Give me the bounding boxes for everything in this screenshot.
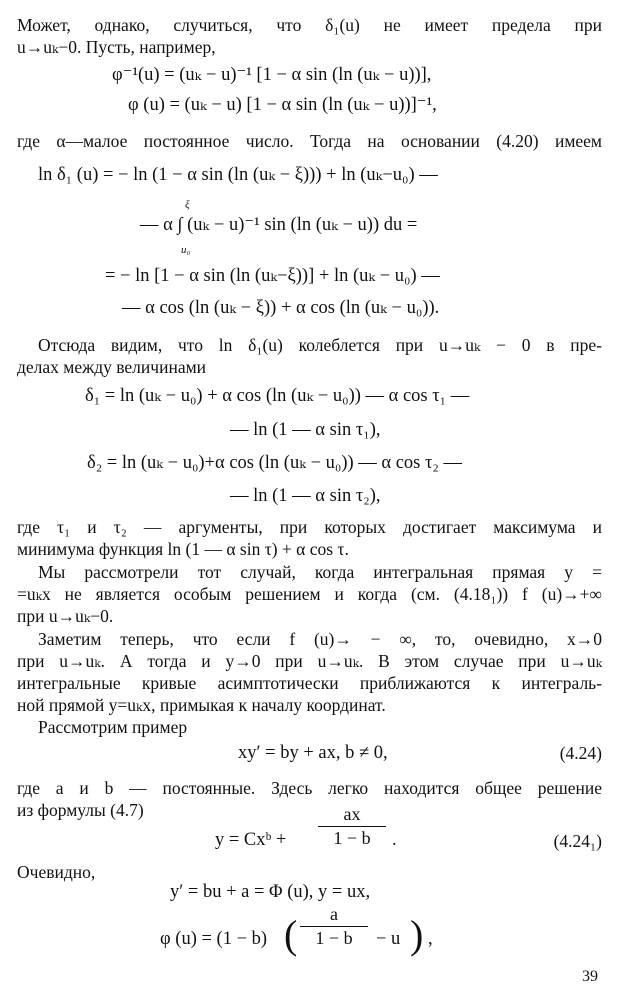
equation-number: (4.24₁) <box>553 831 602 851</box>
text-line: где τ₁ и τ₂ — аргументы, при которых достигает максимума и <box>17 517 602 537</box>
equation: — α ∫ (uₖ − u)⁻¹ sin (ln (uₖ − u)) du = <box>140 215 418 235</box>
equation: φ (u) = (1 − b) <box>160 929 268 949</box>
equation: xy′ = by + ax, b ≠ 0, <box>238 743 388 763</box>
fraction <box>318 804 386 849</box>
text-line: Мы рассмотрели тот случай, когда интегральная прямая y = <box>38 562 602 582</box>
integral-lower-limit: u₀ <box>181 244 191 256</box>
text-line: делах между величинами <box>17 357 207 377</box>
text-line: где α—малое постоянное число. Тогда на основании (4.20) имеем <box>17 131 602 151</box>
text-line: ной прямой y=uₖx, примыкая к началу координат. <box>17 695 386 715</box>
text-line: u→uₖ−0. Пусть, например, <box>17 37 216 57</box>
text-line: где a и b — постоянные. Здесь легко находится общее решение <box>17 778 602 798</box>
fraction-numerator: ax <box>318 804 386 827</box>
right-paren: ) <box>410 912 424 957</box>
equation: = − ln [1 − α sin (ln (uₖ−ξ))] + ln (uₖ − u₀) — <box>105 266 440 286</box>
text-line: минимума функция ln (1 — α sin τ) + α cos τ. <box>17 539 349 559</box>
equation-punct: , <box>428 929 433 949</box>
equation: — ln (1 — α sin τ₁), <box>230 420 381 440</box>
equation: — α cos (ln (uₖ − ξ)) + α cos (ln (uₖ − u₀)). <box>122 298 440 318</box>
equation: δ₂ = ln (uₖ − u₀)+α cos (ln (uₖ − u₀)) — α cos τ₂ — <box>87 453 463 473</box>
fraction-denominator: 1 − b <box>315 928 353 948</box>
text-line: Очевидно, <box>17 862 96 882</box>
equation-number: (4.24) <box>559 743 602 763</box>
equation: δ₁ = ln (uₖ − u₀) + α cos (ln (uₖ − u₀)) — α cos τ₁ — <box>85 386 470 406</box>
fraction-denominator: 1 − b <box>333 828 371 848</box>
integral-upper-limit: ξ <box>185 199 190 211</box>
page-number: 39 <box>582 968 598 985</box>
text-line: из формулы (4.7) <box>17 800 144 820</box>
text-line: Рассмотрим пример <box>38 717 188 737</box>
fraction-numerator: a <box>300 904 368 927</box>
text-line: Отсюда видим, что ln δ₁(u) колеблется при u→uₖ − 0 в пре- <box>38 335 602 355</box>
equation: y = Cxᵇ + <box>215 830 287 850</box>
text-line: при u→uₖ−0. <box>17 606 114 626</box>
equation: φ⁻¹(u) = (uₖ − u)⁻¹ [1 − α sin (ln (uₖ − u))], <box>112 65 432 85</box>
fraction <box>300 904 368 949</box>
left-paren: ( <box>284 912 298 957</box>
text-line: интегральные кривые асимптотически приближаются к интеграль- <box>17 673 602 693</box>
equation: − u <box>376 929 401 949</box>
equation: — ln (1 — α sin τ₂), <box>230 486 381 506</box>
equation: ln δ₁ (u) = − ln (1 − α sin (ln (uₖ − ξ))) + ln (uₖ−u₀) — <box>38 165 438 185</box>
text-line: =uₖx не является особым решением и когда (см. (4.18₁)) f (u)→+∞ <box>17 584 602 604</box>
equation: φ (u) = (uₖ − u) [1 − α sin (ln (uₖ − u))]⁻¹, <box>128 95 437 115</box>
equation-punct: . <box>392 830 397 850</box>
text-line: Может, однако, случиться, что δ₁(u) не имеет предела при <box>17 15 602 35</box>
equation: y′ = bu + a = Φ (u), y = ux, <box>170 882 371 902</box>
text-line: при u→uₖ. А тогда и y→0 при u→uₖ. В этом случае при u→uₖ <box>17 651 602 671</box>
text-line: Заметим теперь, что если f (u)→ − ∞, то, очевидно, x→0 <box>38 629 602 649</box>
